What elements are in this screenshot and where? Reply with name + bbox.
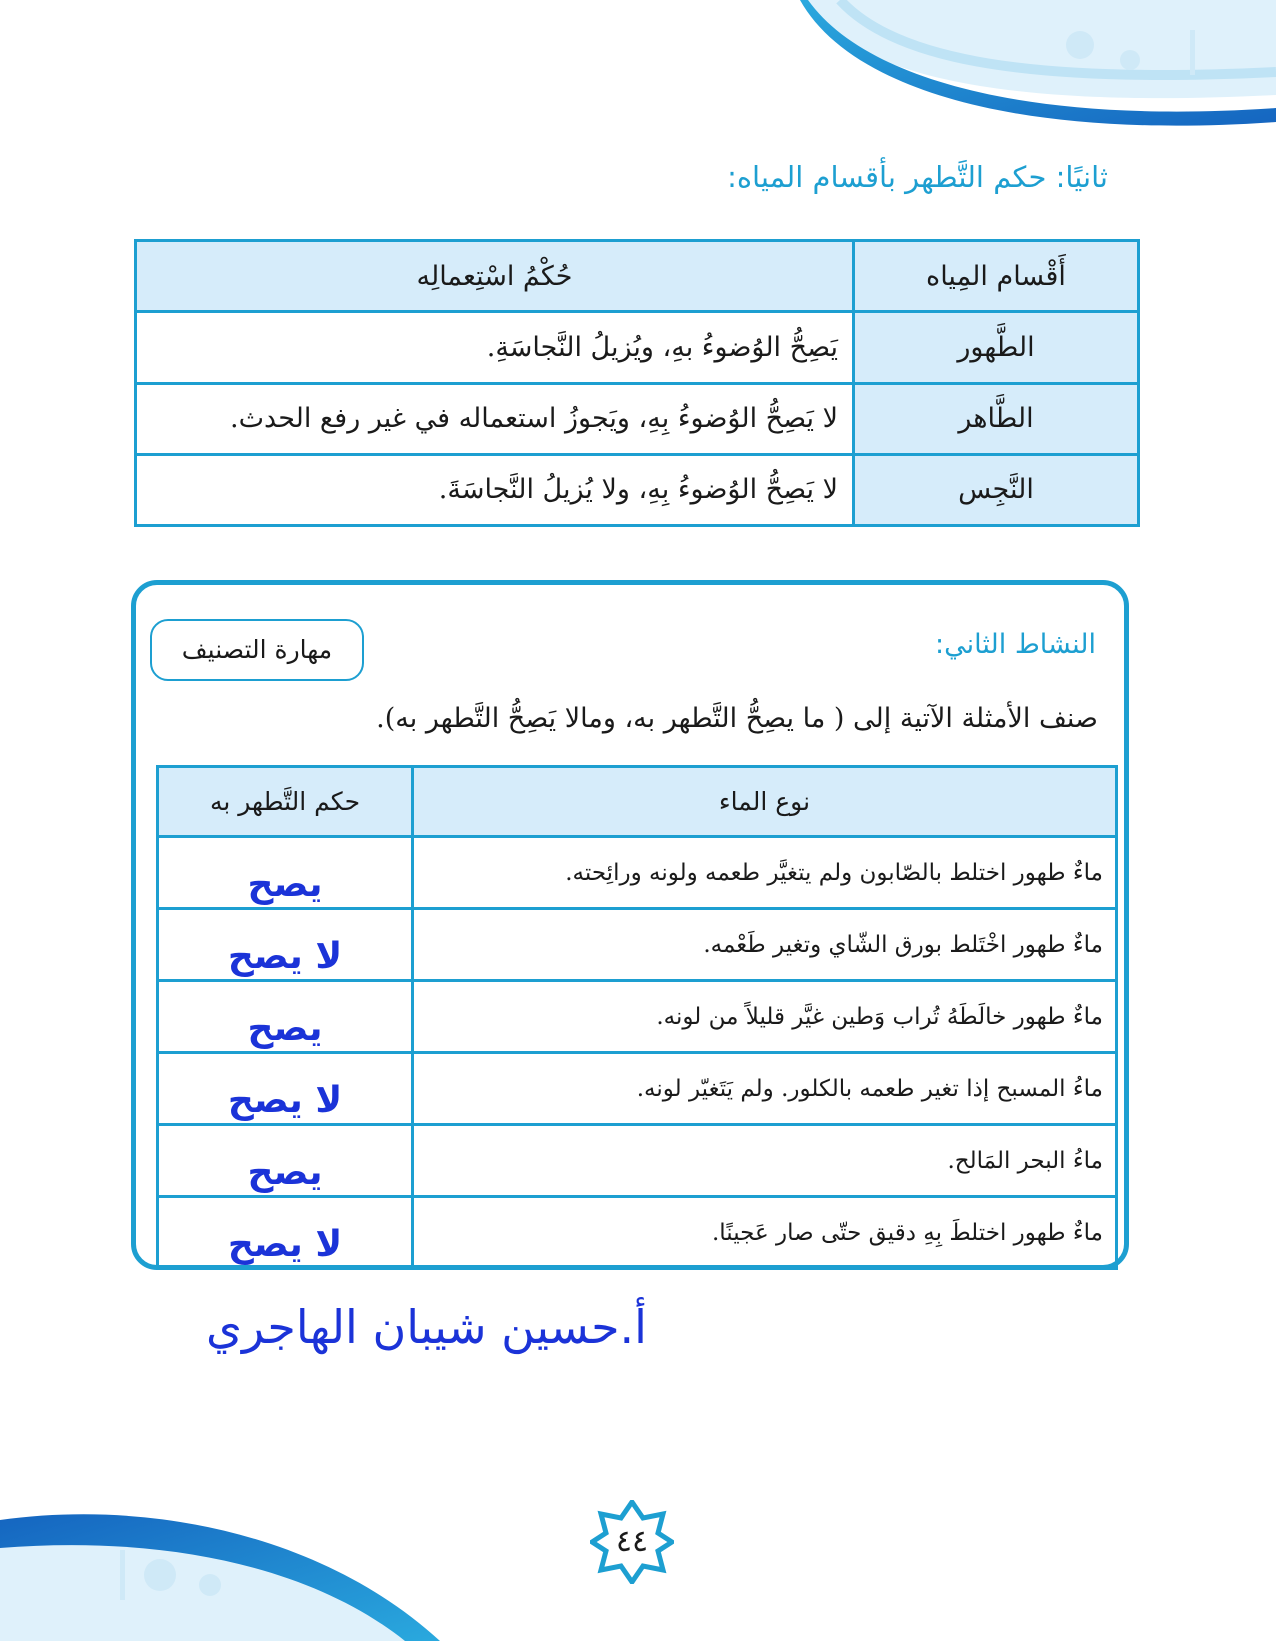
water-type-cell: ماءٌ طهور خالَطَهُ تُراب وَطين غيَّر قليلاً من لونه.	[413, 981, 1117, 1053]
ruling-cell: يَصِحُّ الوُضوءُ بهِ، ويُزيلُ النَّجاسَةِ.	[136, 312, 854, 383]
page-number-badge	[590, 1500, 674, 1584]
classification-table	[156, 765, 1118, 1270]
header-water-type: نوع الماء	[413, 767, 1117, 837]
handwritten-answer: لا يصح	[158, 909, 413, 981]
table-row	[158, 1197, 1117, 1269]
header-category: أَقْسام المِياه	[854, 241, 1139, 312]
table-row	[136, 383, 1139, 454]
bottom-left-decoration	[0, 1480, 440, 1641]
handwritten-answer: لا يصح	[158, 1053, 413, 1125]
water-type-cell: ماءُ المسبح إذا تغير طعمه بالكلور. ولم يَتَغيّر لونه.	[413, 1053, 1117, 1125]
activity-title: النشاط الثاني:	[935, 629, 1096, 660]
page-number: ٤٤	[615, 1524, 649, 1559]
header-ruling: حُكْمُ اسْتِعمالِه	[136, 241, 854, 312]
table-row	[136, 312, 1139, 383]
ruling-cell: لا يَصِحُّ الوُضوءُ بِهِ، ولا يُزيلُ النَّجاسَةَ.	[136, 454, 854, 525]
category-cell: النَّجِس	[854, 454, 1139, 525]
table-row	[158, 909, 1117, 981]
table-row	[158, 837, 1117, 909]
table-row	[158, 1053, 1117, 1125]
ruling-cell: لا يَصِحُّ الوُضوءُ بِهِ، ويَجوزُ استعماله في غير رفع الحدث.	[136, 383, 854, 454]
handwritten-answer: يصح	[158, 837, 413, 909]
category-cell: الطَّهور	[854, 312, 1139, 383]
teacher-signature: أ.حسين شيبان الهاجري	[206, 1300, 647, 1354]
handwritten-answer: يصح	[158, 981, 413, 1053]
section-title: ثانيًا: حكم التَّطهر بأقسام المياه:	[727, 160, 1108, 194]
water-categories-table	[134, 239, 1140, 527]
table-header-row	[158, 767, 1117, 837]
table-row	[158, 981, 1117, 1053]
top-right-decoration	[780, 0, 1276, 150]
activity-instruction: صنف الأمثلة الآتية إلى ( ما يصِحُّ التَّطهر به، ومالا يَصِحُّ التَّطهر به).	[376, 703, 1098, 734]
water-type-cell: ماءٌ طهور اختلط بالصّابون ولم يتغيَّر طعمه ولونه ورائِحته.	[413, 837, 1117, 909]
category-cell: الطَّاهر	[854, 383, 1139, 454]
handwritten-answer: يصح	[158, 1125, 413, 1197]
water-type-cell: ماءُ البحر المَالح.	[413, 1125, 1117, 1197]
activity-box	[131, 580, 1129, 1270]
table-header-row	[136, 241, 1139, 312]
water-type-cell: ماءٌ طهور اختلطَ بِهِ دقيق حتّى صار عَجينًا.	[413, 1197, 1117, 1269]
water-type-cell: ماءٌ طهور اخْتَلط بورق الشّاي وتغير طَعْمه.	[413, 909, 1117, 981]
header-ruling: حكم التَّطهر به	[158, 767, 413, 837]
skill-badge: مهارة التصنيف	[150, 619, 364, 681]
table-row	[136, 454, 1139, 525]
table-row	[158, 1125, 1117, 1197]
handwritten-answer: لا يصح	[158, 1197, 413, 1269]
